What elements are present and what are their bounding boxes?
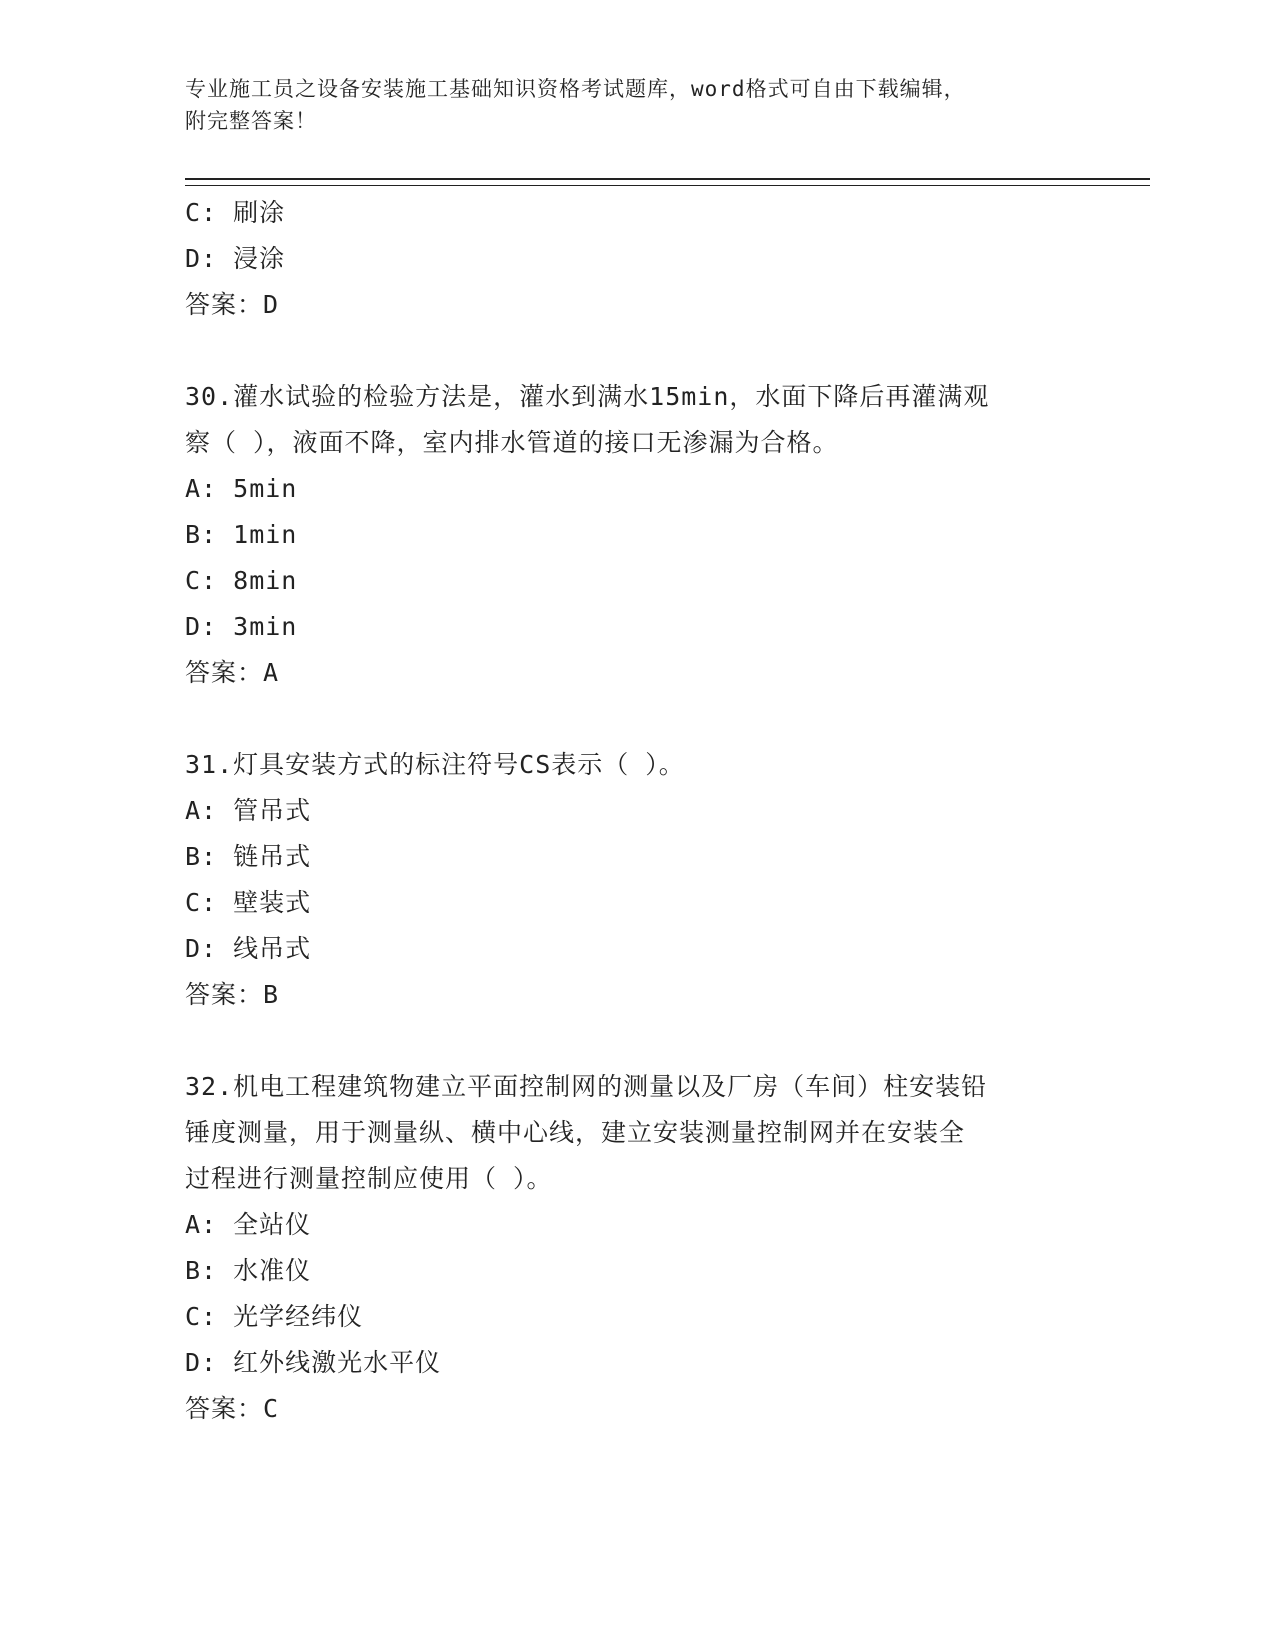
header-divider: [185, 178, 1150, 186]
question-32: [185, 1064, 1065, 1432]
question-spacer: [185, 696, 1065, 742]
answer-text: 答案：D: [185, 290, 280, 319]
answer-text: 答案：A: [185, 658, 280, 687]
option-d: D: 红外线激光水平仪: [185, 1348, 442, 1377]
option-a: A: 管吊式: [185, 796, 312, 825]
answer-text: 答案：C: [185, 1394, 280, 1423]
question-stem-line: 31.灯具安装方式的标注符号CS表示（ ）。: [185, 750, 685, 779]
header-line-1: 专业施工员之设备安装施工基础知识资格考试题库，word格式可自由下载编辑，: [185, 77, 966, 101]
option-a: A: 全站仪: [185, 1210, 312, 1239]
question-stem-line: 30.灌水试验的检验方法是，灌水到满水15min，水面下降后再灌满观: [185, 382, 990, 411]
option-a: A: 5min: [185, 474, 298, 503]
document-header: [185, 73, 1085, 137]
question-content: [185, 190, 1065, 1432]
option-b: B: 水准仪: [185, 1256, 312, 1285]
question-spacer: [185, 1018, 1065, 1064]
question-stem-line: 察（ ），液面不降，室内排水管道的接口无渗漏为合格。: [185, 428, 839, 457]
option-b: B: 链吊式: [185, 842, 312, 871]
question-31: [185, 742, 1065, 1018]
question-stem-line: 过程进行测量控制应使用（ ）。: [185, 1164, 553, 1193]
option-c: C: 8min: [185, 566, 298, 595]
answer-text: 答案：B: [185, 980, 280, 1009]
option-c: C: 光学经纬仪: [185, 1302, 364, 1331]
question-29-tail: [185, 190, 1065, 328]
option-d: D: 浸涂: [185, 244, 286, 273]
header-line-2: 附完整答案！: [185, 109, 317, 133]
option-d: D: 线吊式: [185, 934, 312, 963]
option-b: B: 1min: [185, 520, 298, 549]
option-c: C: 刷涂: [185, 198, 286, 227]
option-c: C: 壁装式: [185, 888, 312, 917]
question-stem-line: 锤度测量，用于测量纵、横中心线，建立安装测量控制网并在安装全: [185, 1118, 966, 1147]
question-30: [185, 374, 1065, 696]
option-d: D: 3min: [185, 612, 298, 641]
question-stem-line: 32.机电工程建筑物建立平面控制网的测量以及厂房（车间）柱安装铅: [185, 1072, 988, 1101]
question-spacer: [185, 328, 1065, 374]
